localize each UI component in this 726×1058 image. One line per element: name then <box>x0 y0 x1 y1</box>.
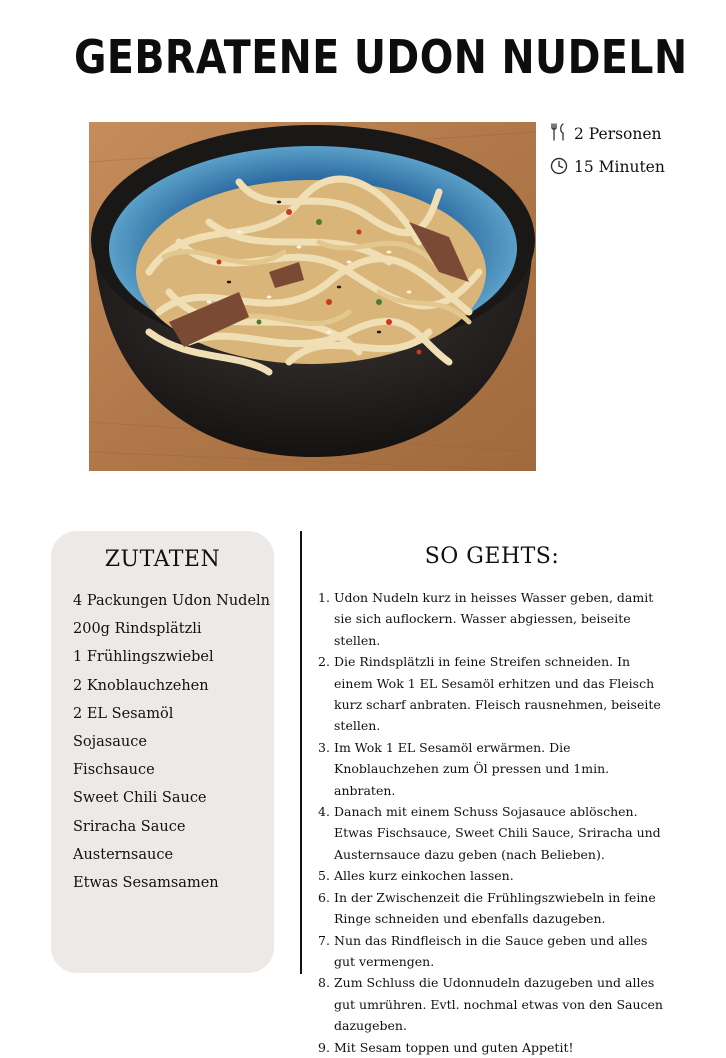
step-item <box>318 930 670 973</box>
ingredient-item: 4 Packungen Udon Nudeln <box>73 593 271 609</box>
step-text: Alles kurz einkochen lassen. <box>334 868 514 884</box>
ingredients-panel <box>51 531 274 973</box>
ingredient-item: Sweet Chili Sauce <box>73 790 207 807</box>
step-text: Nun das Rindfleisch in die Sauce geben und alles gut vermengen. <box>334 932 648 969</box>
ingredient-item: 2 EL Sesamöl <box>73 705 174 722</box>
step-item <box>318 1037 670 1058</box>
step-item <box>318 587 670 651</box>
ingredient-item: Austernsauce <box>73 846 174 863</box>
step-item <box>318 801 670 865</box>
ingredients-heading: ZUTATEN <box>104 547 221 572</box>
step-number: 4. <box>318 804 330 820</box>
step-text: In der Zwischenzeit die Frühlingszwiebeln in feine Ringe schneiden und ebenfalls dazugeben. <box>334 889 656 927</box>
dish-photo <box>89 122 536 471</box>
ingredient-item: 1 Frühlingszwiebel <box>73 649 214 666</box>
duration-info <box>550 155 665 179</box>
servings-info <box>550 122 662 146</box>
ingredient-item: 2 Knoblauchzehen <box>73 677 209 694</box>
step-number: 2. <box>318 654 330 670</box>
clock-icon <box>550 155 568 179</box>
step-text: Udon Nudeln kurz in heisses Wasser geben, damit sie sich auflockern. Wasser abgiessen, beiseite stellen. <box>334 590 654 648</box>
step-item <box>318 865 670 886</box>
ingredient-item: Sojasauce <box>73 733 147 750</box>
step-number: 9. <box>318 1039 330 1055</box>
step-text: Zum Schluss die Udonnudeln dazugeben und alles gut umrühren. Evtl. nochmal etwas von den Saucen dazugeben. <box>334 975 663 1034</box>
servings-text: 2 Personen <box>574 125 662 143</box>
ingredient-item: Sriracha Sauce <box>73 818 186 835</box>
step-item <box>318 651 670 737</box>
ingredient-item: 200g Rindsplätzli <box>73 621 202 638</box>
duration-text: 15 Minuten <box>574 158 665 176</box>
step-item <box>318 972 670 1036</box>
step-text: Mit Sesam toppen und guten Appetit! <box>334 1039 574 1055</box>
step-text: Die Rindsplätzli in feine Streifen schneiden. In einem Wok 1 EL Sesamöl erhitzen und das Fleisch kurz scharf anbraten. Fleisch rausnehmen, beiseite stellen. <box>334 654 661 734</box>
step-text: Im Wok 1 EL Sesamöl erwärmen. Die Knoblauchzehen zum Öl pressen und 1min. anbraten. <box>334 739 610 798</box>
ingredient-item: Fischsauce <box>73 762 155 779</box>
ingredients-list <box>73 587 270 897</box>
step-number: 8. <box>318 975 330 991</box>
step-number: 7. <box>318 932 330 948</box>
step-number: 3. <box>318 739 330 755</box>
steps-list <box>318 587 670 1058</box>
column-divider <box>300 531 302 974</box>
step-text: Danach mit einem Schuss Sojasauce ablöschen. Etwas Fischsauce, Sweet Chili Sauce, Sriracha und Austernsauce dazu geben (nach Belieben). <box>334 804 661 862</box>
fork-knife-icon <box>550 122 568 146</box>
steps-heading: SO GEHTS: <box>424 544 560 569</box>
step-number: 1. <box>318 590 330 605</box>
step-number: 5. <box>318 868 330 884</box>
step-number: 6. <box>318 889 330 905</box>
step-item <box>318 887 670 930</box>
ingredient-item: Etwas Sesamsamen <box>73 874 219 891</box>
recipe-title: GEBRATENE UDON NUDELN <box>74 30 688 84</box>
step-item <box>318 737 670 801</box>
